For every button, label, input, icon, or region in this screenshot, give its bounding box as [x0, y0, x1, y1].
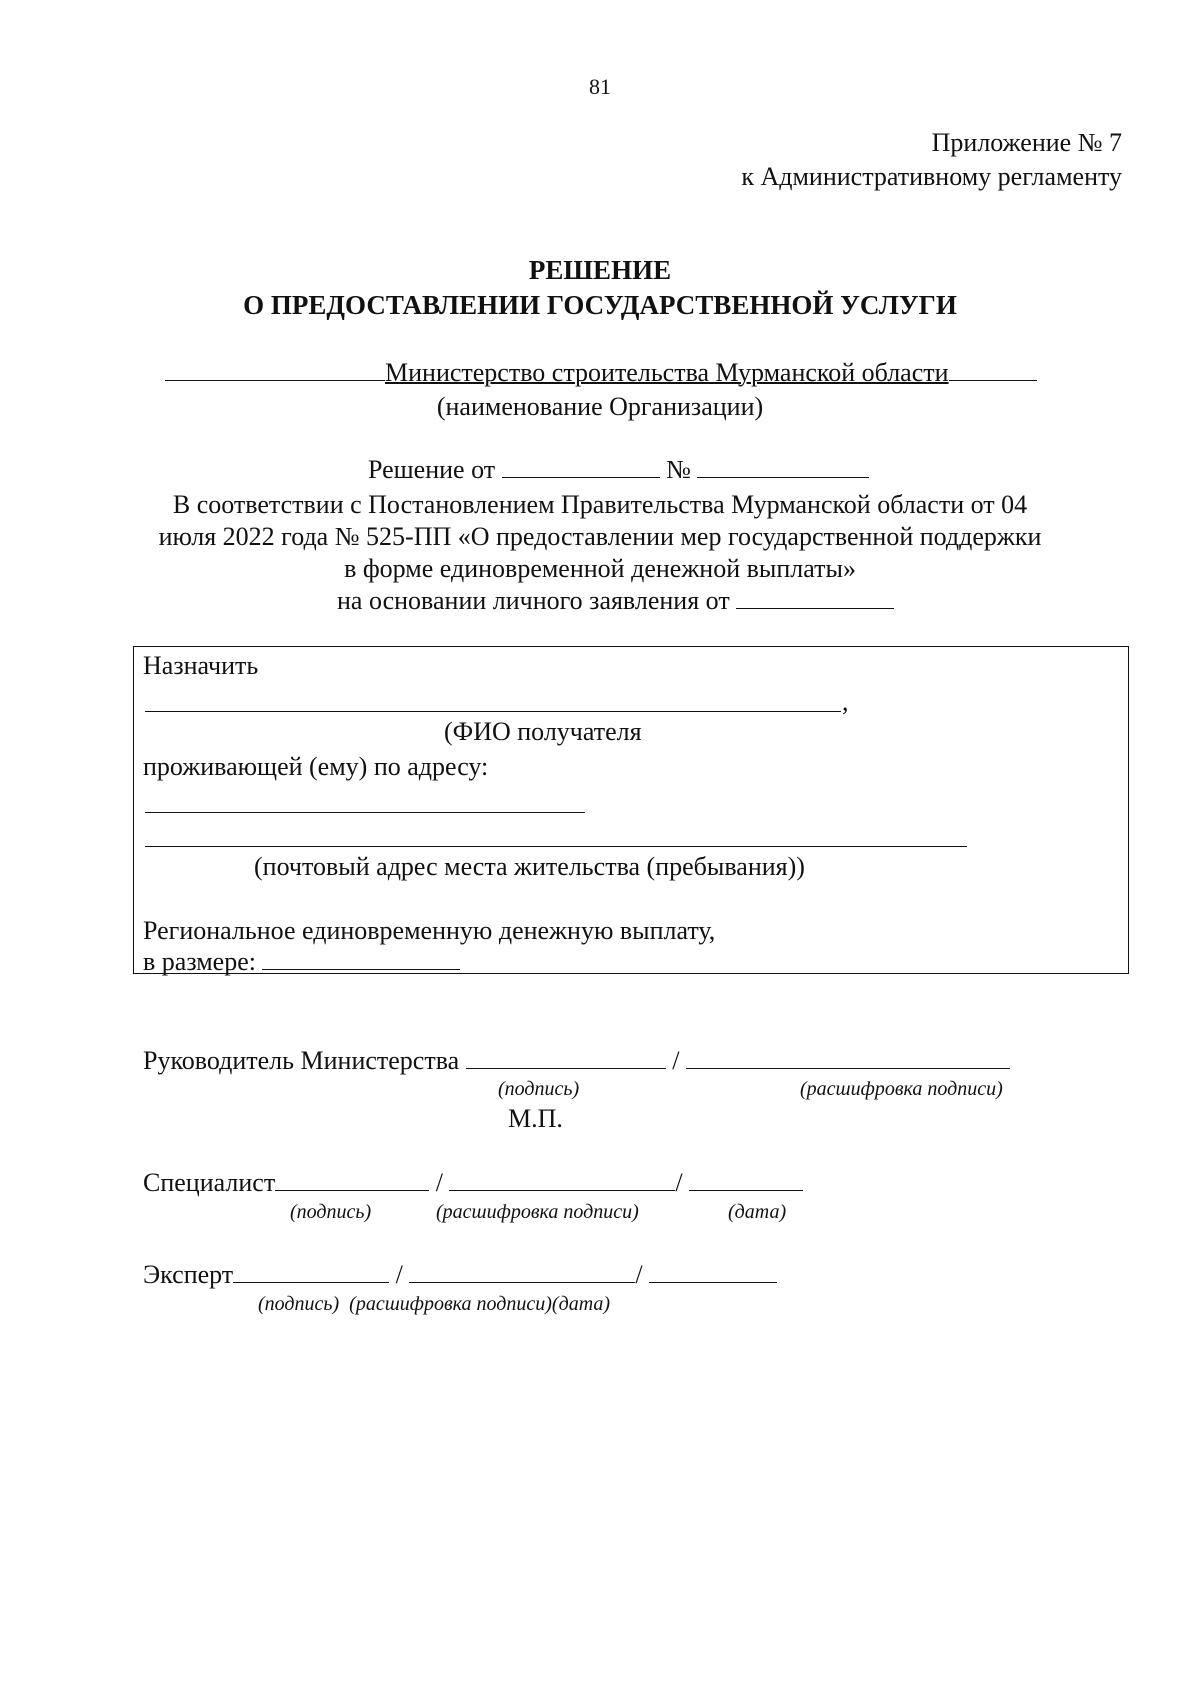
head-decoding-caption: (расшифровка подписи) — [800, 1078, 1003, 1100]
head-signature-line — [143, 1046, 1010, 1076]
fio-comma: , — [842, 687, 849, 716]
basis-line-2: июля 2022 года № 525-ПП «О предоставлении мер государственной поддержки — [158, 522, 1042, 551]
decision-number-blank — [697, 455, 869, 478]
appendix-line-1: Приложение № 7 — [931, 128, 1122, 157]
amount-blank — [262, 947, 460, 970]
basis-line-3: в форме единовременной денежной выплаты» — [344, 554, 856, 583]
organization-name: Министерство строительства Мурманской области — [385, 358, 949, 387]
specialist-slash-1: / — [435, 1168, 443, 1197]
decision-date-blank — [502, 455, 660, 478]
application-line — [337, 586, 894, 616]
assign-label: Назначить — [143, 651, 259, 680]
specialist-decoding-caption: (расшифровка подписи) — [436, 1201, 639, 1223]
specialist-slash-2: / — [675, 1168, 683, 1197]
expert-decoding-blank — [409, 1260, 635, 1283]
page-number: 81 — [589, 74, 611, 99]
expert-slash-1: / — [395, 1260, 403, 1289]
organization-field — [165, 358, 1037, 388]
decision-line — [368, 455, 869, 485]
stamp-label: М.П. — [508, 1104, 563, 1133]
expert-slash-2: / — [635, 1260, 643, 1289]
page-title: РЕШЕНИЕ — [528, 255, 672, 285]
amount-line — [143, 947, 460, 977]
specialist-date-blank — [689, 1168, 803, 1191]
page-subtitle: О ПРЕДОСТАВЛЕНИИ ГОСУДАРСТВЕННОЙ УСЛУГИ — [243, 290, 957, 320]
organization-blank-left — [165, 358, 385, 381]
organization-blank-right — [949, 358, 1037, 381]
fio-caption: (ФИО получателя — [444, 717, 642, 746]
amount-label: в размере: — [143, 947, 256, 976]
head-decoding-blank — [686, 1046, 1010, 1069]
head-label: Руководитель Министерства — [143, 1046, 460, 1075]
specialist-signature-blank — [275, 1168, 429, 1191]
basis-line-1: В соответствии с Постановлением Правительства Мурманской области от 04 — [172, 490, 1028, 519]
application-date-blank — [736, 586, 894, 609]
head-signature-blank — [466, 1046, 666, 1069]
expert-caption: (подпись) (расшифровка подписи)(дата) — [258, 1293, 611, 1315]
specialist-signature-caption: (подпись) — [290, 1201, 372, 1223]
expert-line — [143, 1260, 777, 1290]
expert-signature-blank — [233, 1260, 389, 1283]
decision-from-label: Решение от — [368, 455, 496, 484]
specialist-line — [143, 1168, 803, 1198]
specialist-date-caption: (дата) — [728, 1201, 787, 1223]
address-blank-1 — [145, 812, 585, 813]
payment-label: Региональное единовременную денежную выплату, — [143, 916, 716, 945]
fio-blank — [145, 711, 841, 712]
head-signature-caption: (подпись) — [498, 1078, 580, 1100]
head-slash: / — [672, 1046, 680, 1075]
address-blank-2 — [145, 846, 967, 847]
address-caption: (почтовый адрес места жительства (пребывания)) — [254, 852, 805, 881]
residing-label: проживающей (ему) по адресу: — [143, 752, 489, 781]
application-label: на основании личного заявления от — [337, 586, 730, 615]
decision-number-label: № — [666, 455, 691, 484]
appendix-line-2: к Административному регламенту — [741, 162, 1122, 191]
expert-date-blank — [649, 1260, 777, 1283]
specialist-label: Специалист — [143, 1168, 276, 1197]
expert-label: Эксперт — [143, 1260, 234, 1289]
specialist-decoding-blank — [449, 1168, 675, 1191]
organization-caption: (наименование Организации) — [436, 392, 764, 421]
